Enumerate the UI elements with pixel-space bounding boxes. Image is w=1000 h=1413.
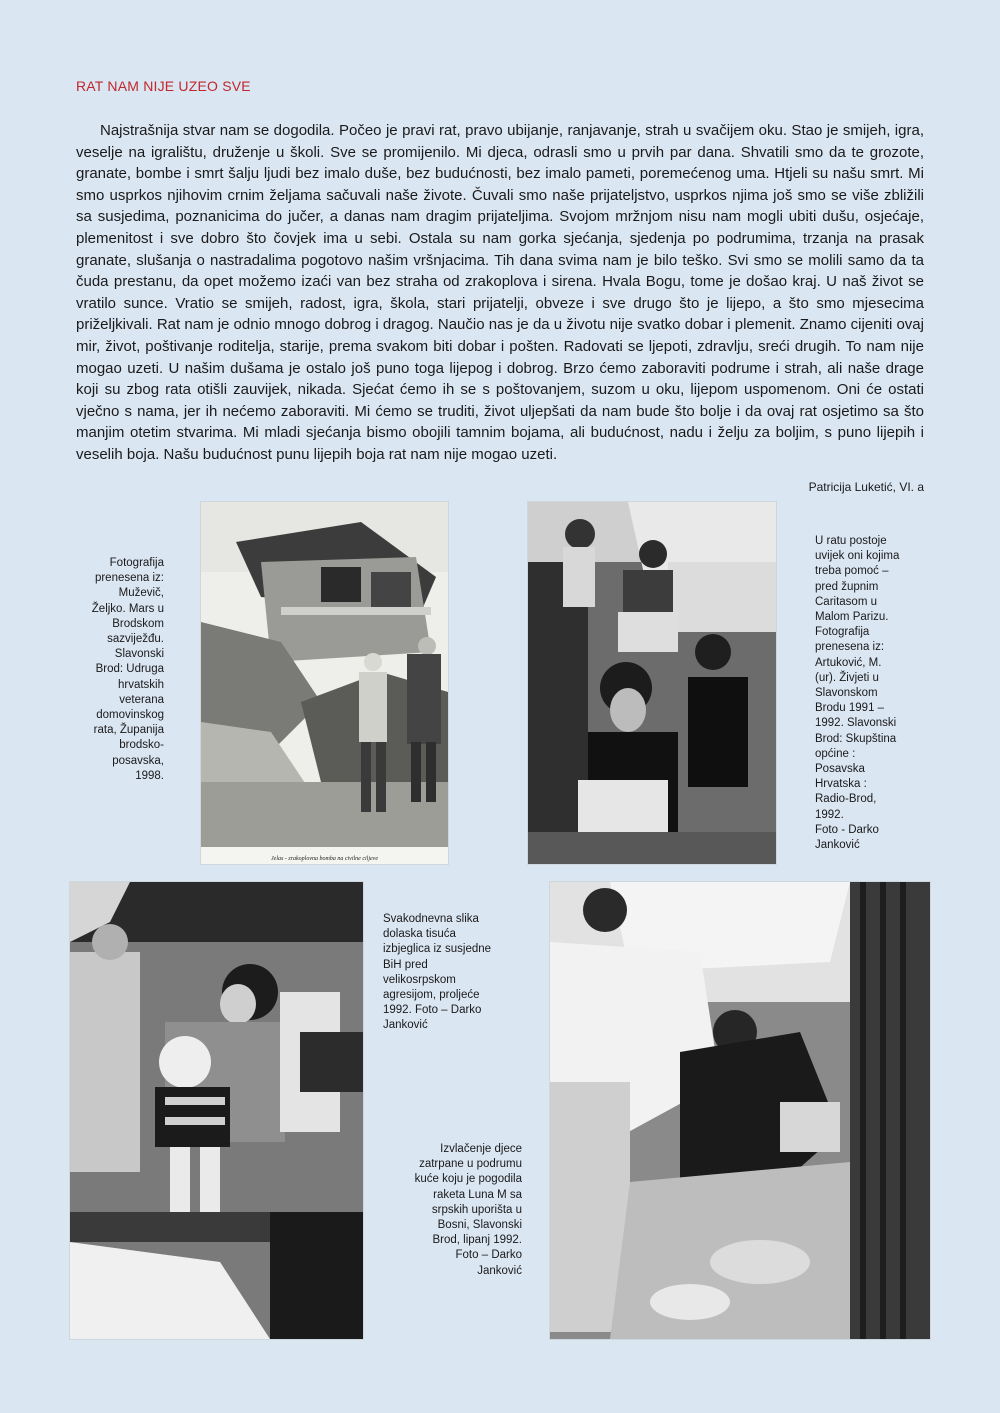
caption-line: Hrvatska : bbox=[815, 778, 867, 791]
caption-line: rata, Županija bbox=[93, 724, 164, 737]
article-title: RAT NAM NIJE UZEO SVE bbox=[76, 78, 251, 94]
caption-line: Artuković, M. bbox=[815, 656, 882, 669]
caption-line: kuće koju je pogodila bbox=[414, 1173, 522, 1186]
caption-line: (ur). Živjeti u bbox=[815, 671, 879, 684]
caption-line: agresijom, proljeće bbox=[383, 989, 480, 1002]
caption-line: 1992. Foto – Darko bbox=[383, 1004, 482, 1017]
caption-line: 1998. bbox=[135, 769, 164, 782]
caption-line: U ratu postoje bbox=[815, 535, 887, 547]
caption-line: Svakodnevna slika bbox=[383, 913, 479, 925]
caption-line: brodsko- bbox=[119, 739, 164, 752]
caption-line: pred župnim bbox=[815, 580, 879, 593]
caption-line: Fotografija bbox=[815, 626, 870, 639]
caption-line: 1992. Slavonski bbox=[815, 717, 897, 730]
caption-line: općine : bbox=[815, 747, 856, 760]
caption-line: Janković bbox=[383, 1019, 428, 1032]
caption-line: Foto – Darko bbox=[455, 1249, 522, 1262]
caption-line: Muževič, bbox=[118, 587, 164, 600]
caption-line: izbjeglica iz susjedne bbox=[383, 943, 492, 956]
photo-4-caption bbox=[400, 1142, 522, 1279]
caption-line: uvijek oni kojima bbox=[815, 550, 900, 563]
caption-line: Malom Parizu. bbox=[815, 611, 889, 624]
article-body: Najstrašnija stvar nam se dogodila. Počeo je pravi rat, pravo ubijanje, ranjavanje, strah u svačijem oku. Stao je smijeh, igra, veselje na igralištu, druženje u školi. Sve se promijenilo. Mi djeca, odrasli smo u prvih par dana. Shvatili smo da te grozote, granate, bombe i smrt šalju ljudi bez imalo duše, bez budućnosti, bez imalo pameti, poremećenog uma. Htjeli su našu smrt. Mi smo usprkos njihovim crnim željama sačuvali naše živote. Čuvali smo naše prijateljstvo, usprkos njima još smo se više zbližili sa susjedima, poznanicima do jučer, a danas nam dragim prijateljima. Svojom mržnjom nisu nam mogli ubiti dušu, osjećaje, plemenitost i sve dobro što čovjek ima u sebi. Ostala su nam gorka sjećanja, sjedenja po podrumima, trzanja na prasak granate, slušanja o nastradalima pogotovo našim vršnjacima. Tih dana svima nam je bilo teško. Svi smo se molili samo da ta čuda prestanu, da opet možemo izaći van bez straha od zrakoplova i sirena. Hvala Bogu, tome je došao kraj. U naš život se vratilo sunce. Vratio se smijeh, radost, igra, škola, stari prijatelji, obveze i sve drugo što je lijepo, a što smo mjesecima priželjkivali. Rat nam je odnio mnogo dobrog i dragog. Naučio nas je da u životu nije svatko dobar i plemenit. Znamo cijeniti ovaj mir, život, poštivanje roditelja, starije, prema svakom biti dobar i pošten. Radovati se ljepoti, zdravlju, sreći drugih. To nam nije mogao uzeti. U našim dušama je ostalo još puno toga lijepog i dobrog. Brzo ćemo zaboraviti podrume i strah, ali naše drage koji su zbog rata otišli zauvijek, nikada. Sjećat ćemo ih se s poštovanjem, suzom u oku, lijepom uspomenom. Oni će ostati vječno s nama, jer ih nećemo zaboraviti. Mi ćemo se truditi, život uljepšati da nam bude što bolje i da ovaj rat osjetimo sa što manjim otetim stvarima. Mi mladi sjećanja bismo obojili tamnim bojama, ali budućnost, nadu i želju za boljim, s puno lijepih i veselih boja. Našu budućnost punu lijepih boja rat nam nije mogao uzeti. bbox=[76, 122, 924, 463]
caption-line: sazviježđu. bbox=[107, 633, 164, 646]
caption-line: Radio-Brod, bbox=[815, 793, 877, 806]
photo-aid-boxes bbox=[528, 502, 776, 864]
photo-destroyed-house bbox=[201, 502, 448, 864]
caption-line: prenesena iz: bbox=[815, 641, 885, 654]
article-author: Patricija Luketić, VI. a bbox=[808, 480, 924, 494]
caption-line: Slavonski bbox=[114, 648, 164, 661]
caption-line: Željko. Mars u bbox=[91, 602, 164, 615]
caption-line: hrvatskih bbox=[117, 678, 164, 691]
caption-line: Brod: Skupština bbox=[815, 732, 897, 745]
caption-line: dolaska tisuća bbox=[383, 928, 456, 941]
caption-line: Brod: Udruga bbox=[95, 663, 164, 676]
caption-line: Brodu 1991 – bbox=[815, 702, 885, 715]
photo-1-inset-caption: Jelas - zrakoplovna bomba na civilne ciljeve bbox=[271, 856, 378, 862]
caption-line: 1992. bbox=[815, 808, 844, 821]
caption-line: srpskih uporišta u bbox=[431, 1203, 522, 1216]
photo-3-caption bbox=[383, 912, 523, 1034]
caption-line: Posavska bbox=[815, 763, 865, 776]
caption-line: BiH pred bbox=[383, 958, 428, 971]
caption-line: raketa Luna M sa bbox=[433, 1188, 522, 1201]
caption-line: zatrpane u podrumu bbox=[419, 1158, 522, 1171]
caption-line: Janković bbox=[477, 1264, 522, 1277]
caption-line: posavska, bbox=[112, 754, 164, 767]
caption-line: Izvlačenje djece bbox=[440, 1143, 522, 1155]
photo-1-caption bbox=[76, 556, 164, 784]
caption-line: velikosrpskom bbox=[383, 973, 456, 986]
caption-line: veterana bbox=[119, 693, 164, 706]
caption-line: treba pomoć – bbox=[815, 565, 889, 578]
caption-line: domovinskog bbox=[96, 709, 164, 722]
caption-line: Brodskom bbox=[112, 617, 164, 630]
caption-line: Fotografija bbox=[109, 557, 164, 569]
caption-line: Bosni, Slavonski bbox=[437, 1219, 522, 1232]
caption-line: Caritasom u bbox=[815, 595, 877, 608]
photo-refugees bbox=[70, 882, 363, 1339]
caption-line: Brod, lipanj 1992. bbox=[432, 1234, 522, 1247]
photo-2-caption bbox=[815, 534, 925, 853]
caption-line: prenesena iz: bbox=[94, 572, 164, 585]
caption-line: Slavonskom bbox=[815, 687, 878, 700]
caption-line: Janković bbox=[815, 839, 860, 852]
photo-rescue bbox=[550, 882, 930, 1339]
caption-line: Foto - Darko bbox=[815, 823, 879, 836]
